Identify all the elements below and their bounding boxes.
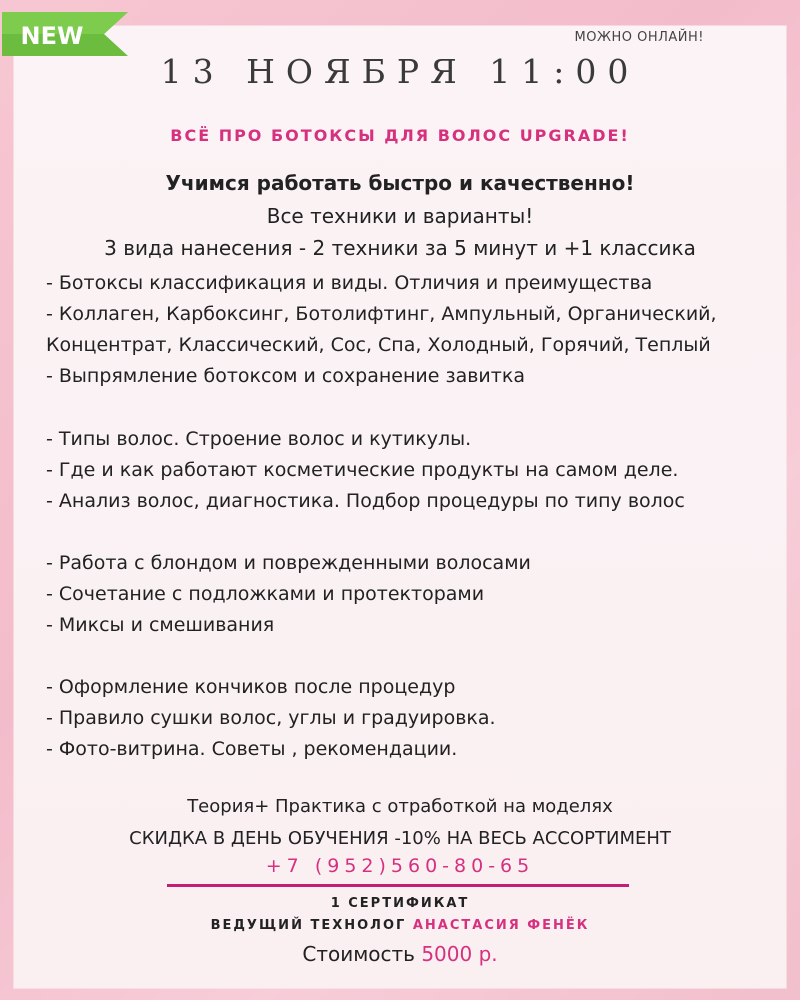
price-line [0, 942, 800, 966]
price-label: Стоимость [302, 942, 415, 966]
list-item: - Сочетание с подложками и протекторами [46, 583, 485, 605]
list-item: Концентрат, Классический, Сос, Спа, Холодный, Горячий, Теплый [46, 334, 711, 356]
certificate-line: 1 СЕРТИФИКАТ [330, 896, 470, 911]
techniques-line: Все техники и варианты! [266, 204, 534, 228]
list-item: - Оформление кончиков после процедур [46, 676, 456, 698]
topics-block-4 [46, 672, 766, 765]
list-item: - Анализ волос, диагностика. Подбор процедуры по типу волос [46, 490, 685, 512]
price-value: 5000 р. [421, 942, 498, 966]
list-item: - Правило сушки волос, углы и градуировка. [46, 707, 496, 729]
new-badge-label: NEW [20, 22, 84, 50]
list-item: - Где и как работают косметические продукты на самом деле. [46, 459, 679, 481]
technologist-label: ВЕДУЩИЙ ТЕХНОЛОГ [210, 918, 407, 933]
list-item: - Типы волос. Строение волос и кутикулы. [46, 428, 472, 450]
event-date: 13 НОЯБРЯ 11:00 [160, 52, 640, 91]
list-item: - Работа с блондом и поврежденными волосами [46, 552, 531, 574]
topics-block-2 [46, 424, 766, 517]
list-item: - Ботоксы классификация и виды. Отличия и преимущества [46, 272, 653, 294]
technologist-line [0, 918, 800, 933]
online-note: МОЖНО ОНЛАЙН! [574, 30, 704, 45]
topics-block-3 [46, 548, 766, 641]
lead-line: Учимся работать быстро и качественно! [165, 171, 635, 195]
list-item: - Коллаген, Карбоксинг, Ботолифтинг, Ампульный, Органический, [46, 303, 717, 325]
technologist-name: АНАСТАСИЯ ФЕНЁК [412, 918, 590, 933]
list-item: - Фото-витрина. Советы , рекомендации. [46, 738, 458, 760]
list-item: - Выпрямление ботоксом и сохранение завитка [46, 365, 525, 387]
divider [167, 884, 629, 887]
application-line: 3 вида нанесения - 2 техники за 5 минут и +1 классика [104, 236, 696, 260]
theory-practice-line: Теория+ Практика с отработкой на моделях [187, 796, 613, 817]
course-title: ВСЁ ПРО БОТОКСЫ ДЛЯ ВОЛОС UPGRADE! [170, 126, 630, 145]
discount-line: СКИДКА В ДЕНЬ ОБУЧЕНИЯ -10% НА ВЕСЬ АССОРТИМЕНТ [129, 828, 671, 849]
phone-number[interactable]: +7 (952)560-80-65 [265, 855, 535, 877]
topics-block-1 [46, 268, 766, 392]
list-item: - Миксы и смешивания [46, 614, 275, 636]
